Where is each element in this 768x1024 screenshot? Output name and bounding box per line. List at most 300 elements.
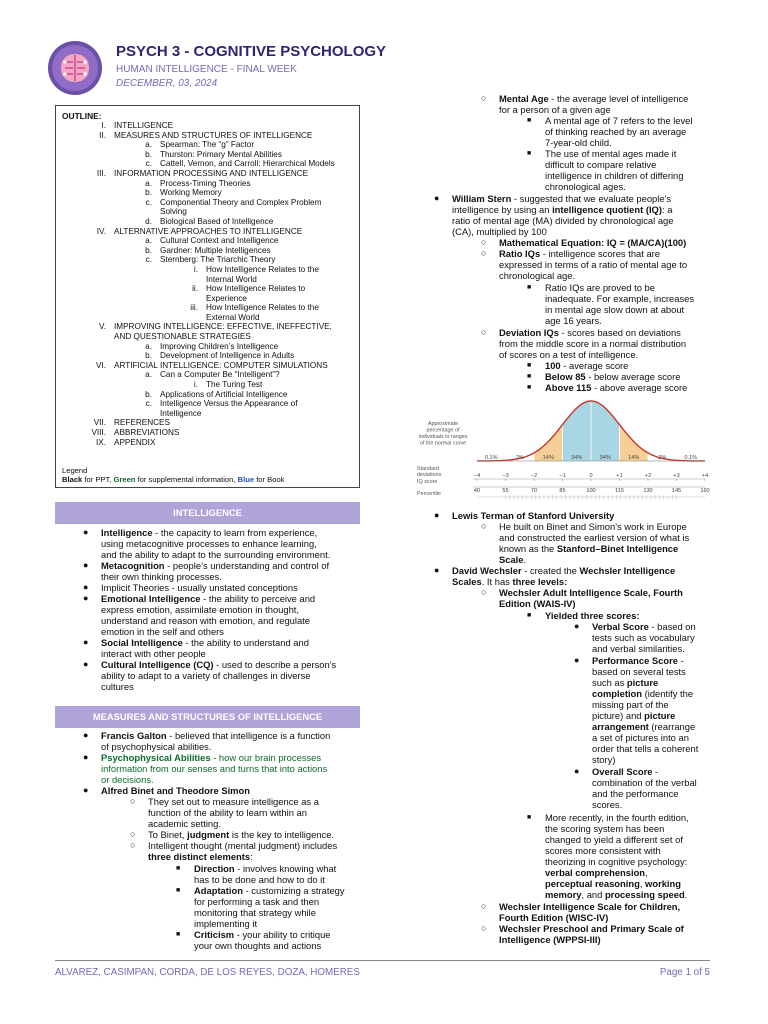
text-line [434, 565, 676, 576]
text-run: , [639, 878, 646, 889]
text-line [499, 532, 689, 543]
text-run: Alfred Binet and Theodore Simon [101, 785, 250, 796]
legend-text [62, 475, 284, 484]
footer-authors: ALVAREZ, CASIMPAN, CORDA, DE LOS REYES, DOZA, HOMERES [55, 967, 360, 978]
text-run: Stanford–Binet Intelligence [556, 543, 679, 554]
bullet-icon: ● [83, 785, 89, 795]
section-header-intelligence: INTELLIGENCE [55, 502, 360, 524]
bullet-icon: ● [83, 659, 89, 669]
figure-caption-line: of the normal curve [419, 440, 467, 447]
outline-item [62, 390, 353, 400]
percentage-label: 34% [571, 455, 583, 461]
text-line [194, 940, 321, 951]
text-run: chronological age. [499, 270, 576, 281]
text-line [101, 604, 299, 615]
text-run: (CA), multiplied by 100 [452, 226, 547, 237]
text-line [592, 699, 669, 710]
text-run: : a [661, 204, 673, 215]
figure-caption-line: percentage of [426, 427, 460, 434]
legend-text-3: for Book [254, 475, 285, 485]
text-run: academic setting. [148, 818, 221, 829]
text-line [101, 571, 222, 582]
outline-item-text: Componential Theory and Complex Problem [160, 197, 322, 207]
outline-item-text: Intelligence [160, 408, 202, 418]
outline-item-text: Improving Children’s Intelligence [160, 341, 279, 351]
text-run: - the capacity to learn from experience, [152, 527, 318, 538]
text-line [545, 293, 694, 304]
percentage-label: 0.1% [484, 455, 498, 461]
text-run: - above average score [591, 382, 688, 393]
outline-item [62, 332, 353, 342]
text-run: Performance Score [592, 655, 678, 666]
iq-tick-label: 70 [530, 488, 538, 494]
text-run: arrangement [592, 721, 649, 732]
outline-item [62, 207, 353, 217]
bullet-icon: ● [83, 730, 89, 740]
text-run: for a person of a given age [499, 104, 611, 115]
text-line [481, 901, 681, 912]
outline-item [62, 140, 353, 150]
text-line [545, 126, 686, 137]
outline-item-number: a. [145, 341, 152, 351]
text-run: implementing it [194, 918, 258, 929]
outline-item-text: INTELLIGENCE [114, 121, 174, 130]
text-run: of scores on a test of intelligence. [499, 349, 639, 360]
brain-logo-icon [47, 40, 103, 96]
text-run: Implicit Theories - usually unstated conceptions [101, 582, 298, 593]
text-run: scores. [592, 799, 623, 810]
text-line [481, 93, 689, 104]
text-line [527, 115, 693, 126]
text-run: - people’s understanding and control of [164, 560, 330, 571]
outline-item-number: d. [145, 216, 152, 226]
text-run: . [523, 554, 527, 565]
text-line [101, 670, 311, 681]
text-run: - scores based on deviations [558, 327, 681, 338]
bullet-icon: ○ [481, 587, 487, 597]
text-line [592, 643, 685, 654]
text-line [574, 621, 696, 632]
text-line [101, 615, 310, 626]
percentage-label: 0.1% [684, 455, 698, 461]
text-run: intelligence by using an [452, 204, 553, 215]
outline-list [62, 121, 353, 447]
text-line [176, 885, 345, 896]
text-line [499, 338, 686, 349]
legend-black: Black [62, 475, 83, 485]
outline-item-number: a. [145, 178, 152, 188]
text-line [527, 360, 629, 371]
text-run: based on several tests [592, 666, 686, 677]
text-run: and the performance [592, 788, 679, 799]
bullet-icon: ■ [527, 612, 532, 619]
text-line [574, 655, 684, 666]
bullet-icon: ● [83, 582, 89, 592]
text-line [101, 538, 317, 549]
text-run: a set of pictures into an [592, 732, 689, 743]
text-line [592, 677, 658, 688]
text-run: judgment [187, 829, 230, 840]
outline-item-text: The Turing Test [206, 380, 263, 390]
text-line [148, 818, 221, 829]
text-run: story) [592, 754, 616, 765]
text-run: Scale [499, 554, 524, 565]
percentage-label: 14% [628, 455, 640, 461]
text-run: Social Intelligence [101, 637, 183, 648]
text-line [101, 626, 224, 637]
outline-item-text: Thurston: Primary Mental Abilities [160, 149, 282, 159]
outline-item [62, 399, 353, 409]
text-run: picture [626, 677, 659, 688]
text-run: inadequate. For example, increases [545, 293, 695, 304]
outline-item [62, 303, 353, 313]
text-run: Mathematical Equation: IQ = (MA/CA)(100) [499, 237, 687, 248]
text-run: using metacognitive processes to enhance learning, [101, 538, 317, 549]
iq-tick-label: 40 [473, 488, 481, 494]
text-run: Criticism [194, 929, 235, 940]
outline-item [62, 179, 353, 189]
text-line [83, 752, 322, 763]
text-line [83, 730, 331, 741]
text-run: of thinking reached by an average [545, 126, 687, 137]
bullet-icon: ■ [527, 150, 532, 157]
text-line [101, 763, 327, 774]
bullet-icon: ○ [481, 248, 487, 258]
iq-tick-label: 145 [671, 488, 682, 494]
outline-item-text: IMPROVING INTELLIGENCE: EFFECTIVE, INEFFECTIVE, [114, 322, 332, 332]
text-run: Fourth Edition (WISC-IV) [499, 912, 609, 923]
outline-item-text: Experience [206, 293, 247, 303]
sd-tick-label: +2 [644, 473, 652, 479]
text-line [499, 349, 638, 360]
text-line [83, 785, 250, 796]
text-line [148, 807, 307, 818]
legend-text-2: for supplemental information, [135, 475, 238, 485]
iq-tick-label: 100 [586, 488, 596, 494]
outline-item-text: ABBREVIATIONS [114, 428, 180, 437]
text-run: Intelligence (WPPSI-III) [499, 934, 601, 945]
bullet-icon: ■ [527, 373, 532, 380]
text-line [130, 829, 335, 840]
outline-item [62, 351, 353, 361]
text-line [481, 237, 687, 248]
outline-item-number: b. [145, 149, 152, 159]
text-line [592, 732, 689, 743]
outline-item [62, 246, 353, 256]
document-title: PSYCH 3 - COGNITIVE PSYCHOLOGY [116, 43, 387, 60]
outline-item-text: REFERENCES [114, 418, 170, 428]
outline-item-text: ARTIFICIAL INTELLIGENCE: COMPUTER SIMULATIONS [114, 360, 328, 370]
text-run: from the middle score in a normal distribution [499, 338, 687, 349]
outline-item [62, 438, 353, 448]
text-line [481, 248, 661, 259]
text-run: order that tells a coherent [592, 743, 699, 754]
text-run: their own thinking processes. [101, 571, 222, 582]
text-run: expressed in terms of a ratio of mental age to [499, 259, 688, 270]
text-line [499, 259, 687, 270]
text-run: function of the ability to learn within an [148, 807, 307, 818]
text-run: picture) and [592, 710, 645, 721]
outline-item [62, 275, 353, 285]
text-line [527, 382, 688, 393]
text-run: A mental age of 7 refers to the level [545, 115, 693, 126]
text-line [148, 851, 253, 862]
sd-tick-label: +3 [673, 473, 680, 479]
text-run: perceptual reasoning [545, 878, 640, 889]
row-label: Percentile [417, 491, 441, 497]
text-run: intelligence in children of differing [545, 170, 684, 181]
text-line [481, 521, 687, 532]
text-run: the scoring system has been [545, 823, 665, 834]
bullet-icon: ● [434, 565, 440, 575]
bullet-icon: ■ [176, 931, 181, 938]
text-line [545, 170, 683, 181]
text-run: The use of mental ages made it [545, 148, 677, 159]
text-run: age 16 years. [545, 315, 602, 326]
outline-item-text: How Intelligence Relates to the [206, 303, 319, 313]
outline-item-number: V. [99, 322, 106, 332]
sd-tick-label: −2 [530, 473, 538, 479]
bullet-icon: ■ [527, 384, 532, 391]
text-line [194, 874, 325, 885]
figure-caption-line: individuals in ranges [418, 434, 468, 440]
text-line [499, 270, 575, 281]
iq-tick-label: 160 [700, 488, 710, 494]
text-run: - [677, 655, 684, 666]
text-run: - the average level of intelligence [548, 93, 689, 104]
bullet-icon: ● [83, 752, 89, 762]
outline-item-text: External World [206, 312, 260, 322]
text-line [101, 741, 211, 752]
outline-item [62, 361, 353, 371]
outline-item [62, 121, 353, 131]
text-run: William Stern [452, 193, 512, 204]
text-run: three levels: [512, 576, 568, 587]
text-line [592, 666, 686, 677]
iq-tick-label: 85 [559, 488, 566, 494]
text-run: . It has [481, 576, 513, 587]
text-line [83, 560, 330, 571]
text-line [83, 582, 298, 593]
text-run: , and [581, 889, 605, 900]
text-run: - average score [560, 360, 629, 371]
text-line [545, 823, 664, 834]
text-line [592, 777, 697, 788]
text-run: interact with other people [101, 648, 206, 659]
outline-item-number: c. [145, 255, 152, 265]
text-run: Above 115 [545, 382, 592, 393]
text-line [592, 710, 675, 721]
bullet-icon: ■ [527, 814, 532, 821]
bullet-icon: ○ [481, 93, 487, 103]
iq-tick-label: 130 [643, 488, 653, 494]
text-line [592, 788, 679, 799]
text-run: three distinct elements [148, 851, 251, 862]
text-run: (identify the [642, 688, 694, 699]
outline-item-number: c. [145, 159, 152, 169]
text-line [527, 610, 640, 621]
sd-tick-label: +4 [701, 473, 709, 479]
text-line [545, 867, 648, 878]
outline-item-text: Development of Intelligence in Adults [160, 351, 295, 361]
text-line [481, 923, 684, 934]
sd-tick-label: +1 [616, 473, 623, 479]
text-line [101, 549, 330, 560]
iq-tick-label: 115 [615, 488, 624, 494]
percentage-label: 14% [542, 455, 554, 461]
outline-item-text: How Intelligence Relates to the [206, 264, 319, 274]
section-header-measures: MEASURES AND STRUCTURES OF INTELLIGENCE [55, 706, 360, 728]
outline-item [62, 409, 353, 419]
text-run: Intelligent thought (mental judgment) includes [148, 840, 338, 851]
text-line [545, 834, 683, 845]
text-line [130, 840, 338, 851]
bullet-icon: ○ [130, 796, 136, 806]
outline-item-number: i. [193, 380, 198, 390]
sd-tick-label: −3 [502, 473, 509, 479]
text-line [527, 371, 681, 382]
text-run: - customizing a strategy [242, 885, 345, 896]
text-line [83, 659, 337, 670]
outline-item [62, 217, 353, 227]
text-line [545, 889, 687, 900]
outline-item-text: Biological Based of Intelligence [160, 216, 274, 226]
text-line [101, 681, 134, 692]
normal-curve-figure [415, 395, 712, 505]
outline-item [62, 150, 353, 160]
text-run: - created the [521, 565, 580, 576]
text-run: : [250, 851, 253, 862]
text-line [527, 148, 677, 159]
outline-item-number: c. [145, 197, 152, 207]
text-run: or decisions. [101, 774, 154, 785]
outline-item [62, 255, 353, 265]
text-line [83, 637, 309, 648]
text-run: - suggested that we evaluate people's [511, 193, 672, 204]
text-run: - [652, 766, 659, 777]
bullet-icon: ■ [527, 284, 532, 291]
text-run: information from our senses and turns that into actions [101, 763, 328, 774]
text-run: working [645, 878, 681, 889]
text-run: verbal comprehension [545, 867, 646, 878]
text-line [592, 754, 615, 765]
text-run: has to be done and how to do it [194, 874, 325, 885]
text-run: - the ability to perceive and [200, 593, 316, 604]
bullet-icon: ○ [130, 840, 136, 850]
text-run: your own thoughts and actions [194, 940, 322, 951]
text-line [434, 193, 672, 204]
text-line [83, 527, 318, 538]
text-line [499, 598, 576, 609]
outline-item [62, 265, 353, 275]
text-run: scores more consistent with [545, 845, 661, 856]
text-run: Wechsler Adult Intelligence Scale, Fourth [499, 587, 683, 598]
bullet-icon: ● [574, 621, 580, 631]
outline-item [62, 236, 353, 246]
text-line [499, 104, 611, 115]
outline-item-number: ii. [192, 284, 198, 294]
bullet-icon: ■ [527, 117, 532, 124]
outline-item-number: III. [96, 168, 106, 178]
outline-item-number: II. [99, 130, 106, 140]
text-run: changed to yield a different set of [545, 834, 683, 845]
text-run: known as the [499, 543, 557, 554]
text-line [592, 688, 693, 699]
row-label: Standard [417, 466, 439, 472]
outline-item [62, 131, 353, 141]
bullet-icon: ● [574, 766, 580, 776]
outline-item [62, 380, 353, 390]
bullet-icon: ■ [176, 887, 181, 894]
text-run: tests such as vocabulary [592, 632, 695, 643]
row-label: deviations [417, 472, 442, 478]
bullet-icon: ■ [176, 865, 181, 872]
outline-item-number: a. [145, 236, 152, 246]
outline-item-number: VI. [95, 360, 106, 370]
text-run: in mental age slow down at about [545, 304, 685, 315]
text-run: David Wechsler [452, 565, 522, 576]
text-run: - intelligence scores that are [540, 248, 661, 259]
text-run: completion [592, 688, 643, 699]
text-line [83, 593, 316, 604]
outline-item-number: b. [145, 351, 152, 361]
sd-tick-label: −4 [473, 473, 481, 479]
text-run: (rearrange [648, 721, 696, 732]
text-line [592, 632, 695, 643]
outline-item [62, 188, 353, 198]
outline-item-number: a. [145, 140, 152, 150]
text-line [452, 226, 547, 237]
outline-item [62, 294, 353, 304]
text-line [194, 918, 257, 929]
outline-item [62, 370, 353, 380]
outline-item-number: I. [101, 121, 106, 130]
outline-item-number: VII. [93, 418, 106, 428]
outline-item-text: How Intelligence Relates to [206, 284, 306, 294]
bullet-icon: ○ [481, 521, 487, 531]
bullet-icon: ● [574, 655, 580, 665]
outline-item-number: c. [145, 399, 152, 409]
outline-item [62, 284, 353, 294]
outline-box [55, 105, 360, 488]
text-line [176, 929, 331, 940]
text-run: To Binet, [148, 829, 188, 840]
text-run: Adaptation [194, 885, 243, 896]
text-run: Psychophysical Abilities [101, 752, 211, 763]
outline-item-text: ALTERNATIVE APPROACHES TO INTELLIGENCE [114, 226, 303, 236]
bullet-icon: ● [83, 593, 89, 603]
outline-item-text: Sternberg: The Triarchic Theory [160, 255, 276, 265]
text-run: Lewis Terman of Stanford University [452, 510, 615, 521]
text-run: Direction [194, 863, 235, 874]
outline-item-number: VIII. [91, 428, 106, 437]
text-run: 100 [545, 360, 561, 371]
outline-item-text: INFORMATION PROCESSING AND INTELLIGENCE [114, 168, 309, 178]
outline-item-number: b. [145, 245, 152, 255]
legend-title: Legend [62, 466, 88, 475]
bullet-icon: ● [434, 510, 440, 520]
text-run: express emotion, assimilate emotion in thought, [101, 604, 300, 615]
outline-item-text: Cattell, Vernon, and Carroll: Hierarchical Models [160, 159, 335, 169]
text-run: Verbal Score [592, 621, 649, 632]
legend-blue: Blue [237, 475, 255, 485]
footer-page-number: Page 1 of 5 [659, 967, 710, 978]
text-run: - below average score [585, 371, 681, 382]
outline-item [62, 159, 353, 169]
outline-item-text: Spearman: The “g” Factor [160, 140, 255, 150]
outline-item-number: IV. [96, 226, 106, 236]
text-run: Francis Galton [101, 730, 167, 741]
